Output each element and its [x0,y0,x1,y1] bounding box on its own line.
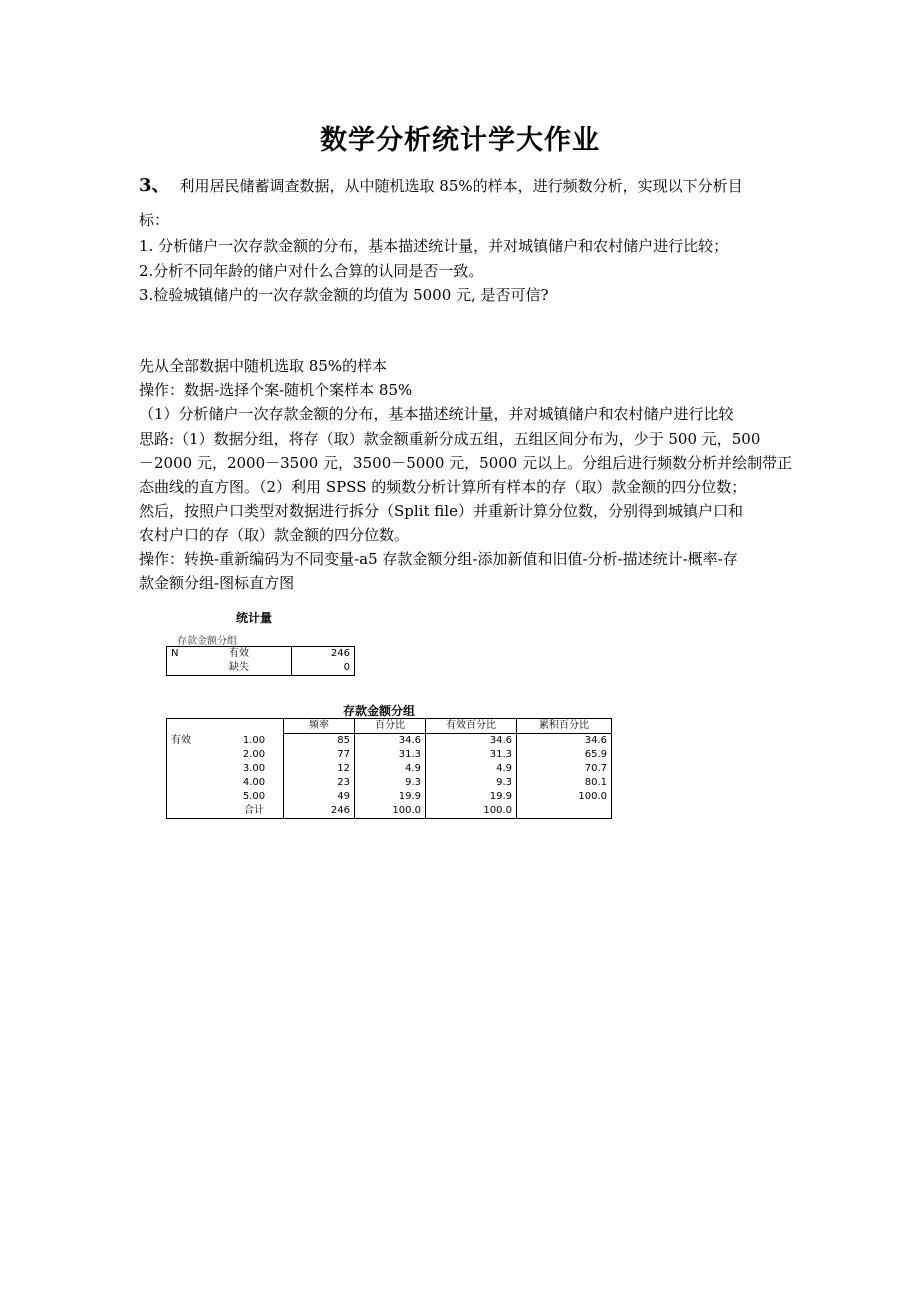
freq-cell: 77 [284,748,355,762]
cum-pct-cell: 80.1 [584,777,607,788]
row-group-label [167,748,226,762]
cum-pct-cell: 70.7 [584,763,607,774]
goal-item-2: 2.分析不同年龄的储户对什么合算的认同是否一致。 [139,262,484,280]
row-group-label [167,790,226,804]
stats-cell: 246 [330,648,350,659]
body-line: 思路:（1）数据分组，将存（取）款金额重新分成五组，五组区间分布为，少于 500 元，500 [139,430,761,448]
header-cell-empty [225,719,284,734]
column-header: 百分比 [355,719,426,734]
header-cell-empty [167,719,226,734]
table-row [167,661,355,676]
stats-table-caption: 统计量 [236,611,273,625]
body-line: 态曲线的直方图。（2）利用 SPSS 的频数分析计算所有样本的存（取）款金额的四分位数； [139,478,747,496]
row-group-label [167,804,226,819]
goal-item-3: 3.检验城镇储户的一次存款金额的均值为 5000 元, 是否可信? [139,286,549,304]
valid-pct-cell: 19.9 [426,790,517,804]
stats-cell: 缺失 [225,661,292,676]
pct-cell: 100.0 [355,804,426,819]
goal-item-1: 1. 分析储户一次存款金额的分布，基本描述统计量，并对城镇储户和农村储户进行比较； [139,237,729,255]
table-row [167,762,612,776]
valid-pct-cell: 34.6 [426,734,517,749]
column-header: 频率 [284,719,355,734]
row-group-label: 有效 [171,734,191,746]
body-line: 农村户口的存（取）款金额的四分位数。 [139,526,410,544]
table-row-total [167,804,612,819]
column-header: 累积百分比 [517,719,612,734]
table-row [167,734,612,749]
body-line: －2000 元，2000－3500 元，3500－5000 元，5000 元以上。分组后进行频数分析并绘制带正 [139,454,793,472]
cum-pct-cell: 34.6 [584,735,607,746]
table-row [167,790,612,804]
question-text-1: 利用居民储蓄调查数据，从中随机选取 85%的样本，进行频数分析，实现以下分析目 [179,177,743,195]
pct-cell: 31.3 [355,748,426,762]
freq-table [166,718,612,819]
column-header: 有效百分比 [426,719,517,734]
row-label: 1.00 [225,734,284,749]
cum-pct-cell: 100.0 [578,791,607,802]
pct-cell: 19.9 [355,790,426,804]
stats-cell: N [171,648,179,659]
body-line: 先从全部数据中随机选取 85%的样本 [139,357,388,375]
pct-cell: 34.6 [355,734,426,749]
table-row [167,748,612,762]
freq-cell: 85 [284,734,355,749]
stats-table [166,646,355,676]
valid-pct-cell: 4.9 [426,762,517,776]
stats-cell: 有效 [225,647,292,662]
stats-cell [167,661,226,676]
stats-table-variable: 存款金额分组 [177,636,237,647]
valid-pct-cell: 9.3 [426,776,517,790]
question-line-1 [139,175,743,197]
cum-pct-cell: 65.9 [584,749,607,760]
body-line: 操作：转换-重新编码为不同变量-a5 存款金额分组-添加新值和旧值-分析-描述统计-概率-存 [139,550,738,568]
freq-cell: 12 [284,762,355,776]
question-number: 3、 [139,175,170,196]
table-header-row [167,719,612,734]
question-line-2: 标： [139,211,170,229]
valid-pct-cell: 100.0 [426,804,517,819]
row-group-label [167,776,226,790]
row-group-label [167,762,226,776]
valid-pct-cell: 31.3 [426,748,517,762]
document-title: 数学分析统计学大作业 [320,125,600,156]
table-row [167,776,612,790]
row-label: 4.00 [225,776,284,790]
body-line: （1）分析储户一次存款金额的分布，基本描述统计量，并对城镇储户和农村储户进行比较 [139,405,734,423]
freq-cell: 23 [284,776,355,790]
body-line: 操作：数据-选择个案-随机个案样本 85% [139,381,413,399]
cum-pct-cell [517,804,612,819]
freq-table-caption: 存款金额分组 [343,704,416,718]
body-line: 然后，按照户口类型对数据进行拆分（Split file）并重新计算分位数，分别得到城镇户口和 [139,502,743,520]
body-line: 款金额分组-图标直方图 [139,574,295,592]
row-label: 3.00 [225,762,284,776]
row-label: 5.00 [225,790,284,804]
stats-cell: 0 [343,662,350,673]
freq-cell: 49 [284,790,355,804]
row-label: 合计 [225,804,284,819]
table-row [167,647,355,662]
freq-cell: 246 [284,804,355,819]
pct-cell: 4.9 [355,762,426,776]
pct-cell: 9.3 [355,776,426,790]
row-label: 2.00 [225,748,284,762]
